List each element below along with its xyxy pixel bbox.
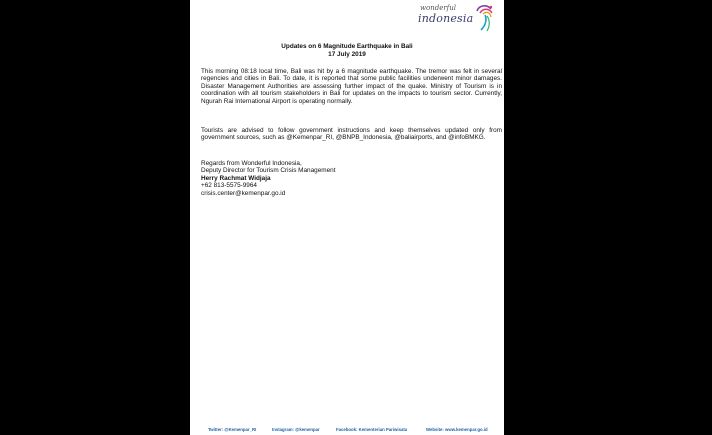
- footer-instagram: Instagram: @kemenpar: [272, 427, 320, 432]
- document-title: Updates on 6 Magnitude Earthquake in Bali: [281, 43, 413, 50]
- signature-email: crisis.center@kemenpar.go.id: [201, 189, 286, 197]
- signature-phone: +62 813-5575-9964: [201, 182, 257, 190]
- signature-position: Deputy Director for Tourism Crisis Management: [201, 167, 336, 175]
- document-title-block: [190, 43, 504, 59]
- paragraph-earthquake-update: This morning 08:18 local time, Bali was hit by a 6 magnitude earthquake. The tremor was felt in several regencies and cities in Bali. To date, it is reported that some public facilities underwent minor damages. Disaster Management Authorities are assessing further impact of the quake. Ministry of Tourism is in coordination with all tourism stakeholders in Bali for updates on the impacts to tourism sector. Currently, Ngurah Rai International Airport is operating normally.: [201, 68, 502, 105]
- document-footer: [190, 426, 504, 434]
- document-page: [190, 0, 504, 435]
- wonderful-indonesia-logo: [416, 3, 496, 33]
- signature-regards: Regards from Wonderful Indonesia,: [201, 160, 302, 167]
- logo-wonderful-text: wonderful: [420, 4, 457, 12]
- footer-facebook: Facebook: Kementerian Pariwisata: [336, 427, 408, 432]
- footer-twitter: Twitter: @Kemenpar_RI: [208, 427, 257, 432]
- paragraph-tourist-advice: Tourists are advised to follow government instructions and keep themselves updated only from government sources, such as @Kemenpar_RI, @BNPB_Indonesia, @baliairports, and @infoBMKG.: [201, 127, 502, 142]
- footer-website: Website: www.kemenpar.go.id: [426, 427, 488, 432]
- garuda-mark-icon: [471, 3, 496, 33]
- document-date: 17 July 2019: [328, 51, 366, 58]
- signature-block: [201, 160, 496, 197]
- logo-indonesia-text: indonesia: [418, 12, 474, 25]
- signature-name: Herry Rachmat Widjaja: [201, 174, 271, 182]
